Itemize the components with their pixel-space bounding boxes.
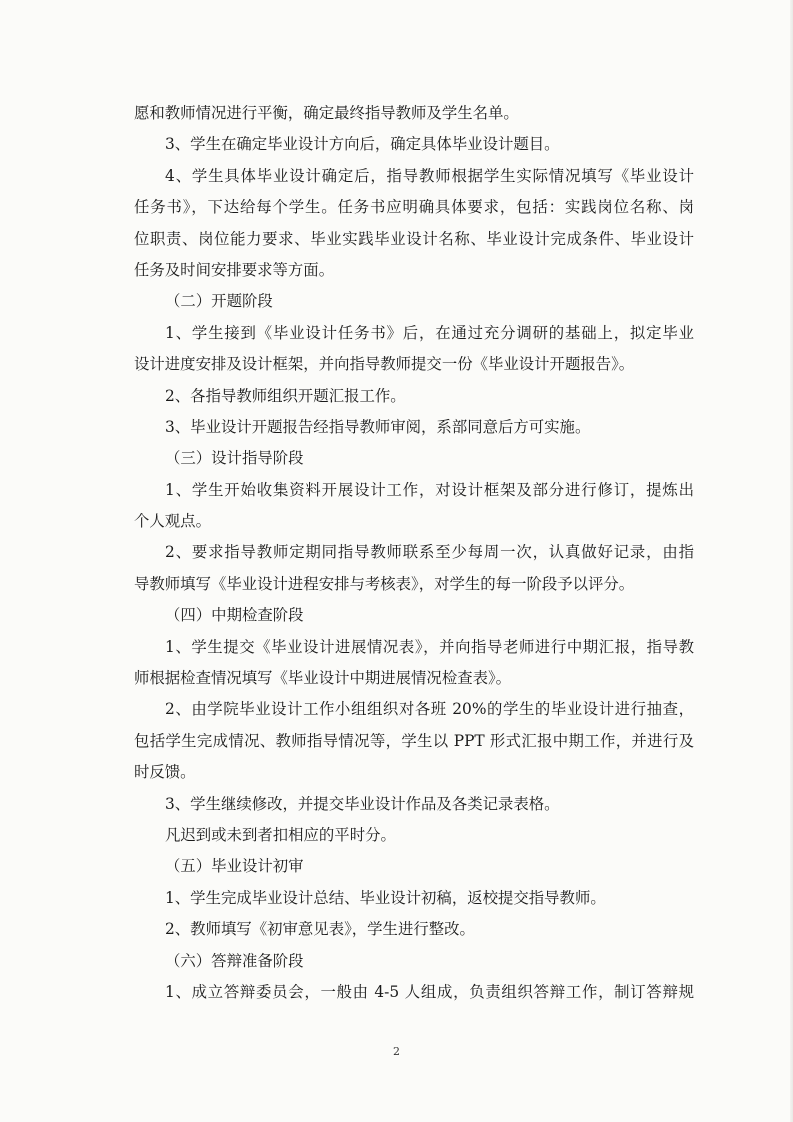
text-line: 1、学生开始收集资料开展设计工作，对设计框架及部分进行修订，提炼出 [165,480,694,499]
text-line: 1、学生提交《毕业设计进展情况表》，并向指导老师进行中期汇报，指导教 [165,637,694,656]
section-heading: （二）开题阶段 [165,292,273,311]
text-line: 包括学生完成情况、教师指导情况等，学生以 PPT 形式汇报中期工作，并进行及 [134,731,694,750]
section-heading: （五）毕业设计初审 [165,857,304,876]
text-line: 时反馈。 [134,763,196,782]
text-line: 3、毕业设计开题报告经指导教师审阅，系部同意后方可实施。 [165,417,591,436]
text-line: 2、由学院毕业设计工作小组组织对各班 20%的学生的毕业设计进行抽查， [165,700,694,719]
text-line: 3、学生在确定毕业设计方向后，确定具体毕业设计题目。 [165,135,560,154]
document-body [134,98,694,1008]
text-line: 2、各指导教师组织开题汇报工作。 [165,386,406,405]
text-line: 1、学生完成毕业设计总结、毕业设计初稿，返校提交指导教师。 [165,888,606,907]
text-line: 任务书》，下达给每个学生。任务书应明确具体要求，包括：实践岗位名称、岗 [134,198,694,217]
text-line: 1、成立答辩委员会，一般由 4-5 人组成，负责组织答辩工作，制订答辩规 [165,982,694,1001]
text-line: 任务及时间安排要求等方面。 [134,260,335,279]
text-line: 愿和教师情况进行平衡，确定最终指导教师及学生名单。 [134,104,519,122]
text-line: 2、教师填写《初审意见表》，学生进行整改。 [165,920,475,939]
text-line: 凡迟到或未到者扣相应的平时分。 [165,825,396,844]
text-line: 4、学生具体毕业设计确定后，指导教师根据学生实际情况填写《毕业设计 [165,166,694,185]
text-line: 个人观点。 [134,512,211,531]
page-number: 2 [393,1045,400,1058]
text-line: 导教师填写《毕业设计进程安排与考核表》，对学生的每一阶段予以评分。 [134,574,635,593]
text-line: 3、学生继续修改，并提交毕业设计作品及各类记录表格。 [165,794,560,813]
section-heading: （六）答辩准备阶段 [165,951,304,970]
section-heading: （四）中期检查阶段 [165,606,304,625]
text-line: 位职责、岗位能力要求、毕业实践毕业设计名称、毕业设计完成条件、毕业设计 [134,229,694,248]
section-heading: （三）设计指导阶段 [165,449,304,468]
text-line: 设计进度安排及设计框架，并向指导教师提交一份《毕业设计开题报告》。 [134,355,635,374]
text-line: 师根据检查情况填写《毕业设计中期进展情况检查表》。 [134,669,512,688]
text-line: 1、学生接到《毕业设计任务书》后，在通过充分调研的基础上，拟定毕业 [165,323,694,342]
text-line: 2、要求指导教师定期同指导教师联系至少每周一次，认真做好记录，由指 [165,543,694,562]
